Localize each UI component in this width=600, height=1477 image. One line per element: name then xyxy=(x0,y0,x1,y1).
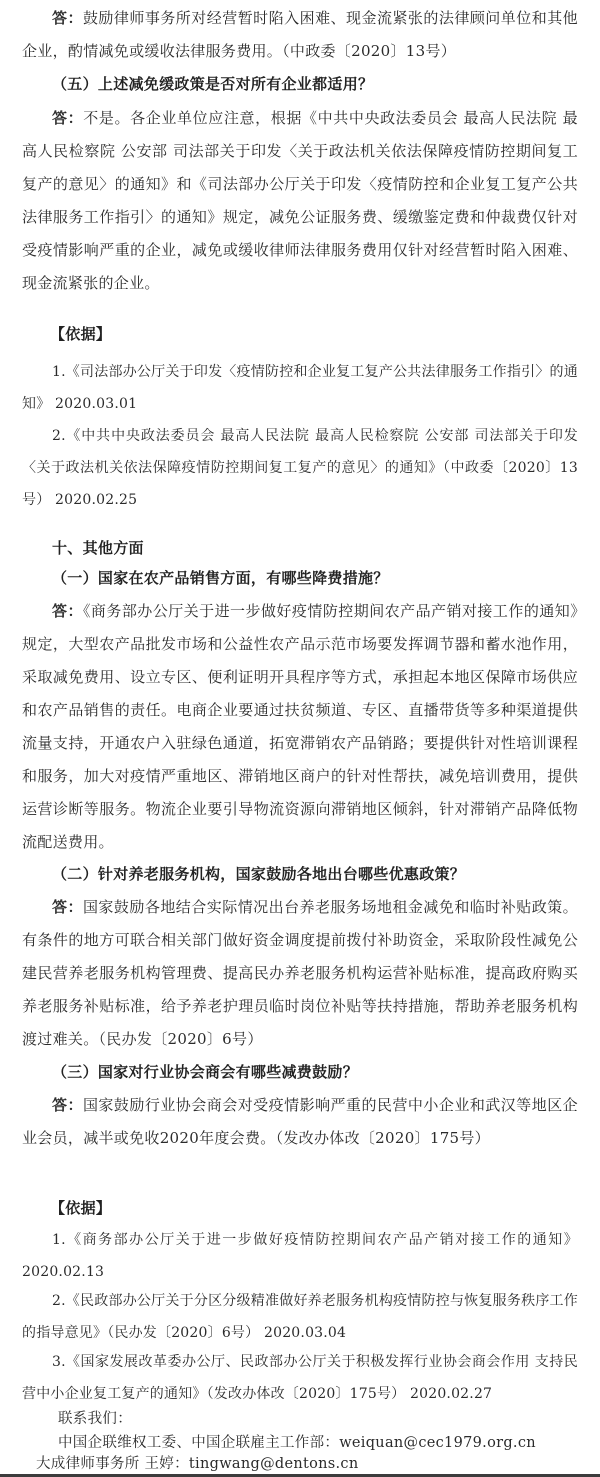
answer-paragraph-elderly-care xyxy=(22,891,578,1056)
answer-paragraph-agriculture xyxy=(22,595,578,859)
section-10-question-3: （三）国家对行业协会商会有哪些减费鼓励？ xyxy=(52,1063,359,1081)
answer-text: 鼓励律师事务所对经营暂时陷入困难、现金流紧张的法律顾问单位和其他企业，酌情减免或缓收法律服务费用。（中政委〔2020〕13号） xyxy=(22,9,578,60)
answer-text: 不是。各企业单位应注意，根据《中共中央政法委员会 最高人民法院 最高人民检察院 公安部 司法部关于印发〈关于政法机关依法保障疫情防控期间复工复产的意见〉的通知》和《司法部办公厅关于印发〈疫情防控和企业复工复产公共法律服务工作指引〉的通知》规定，减免公证服务费、缓缴鉴定费和仲裁费仅针对受疫情影响严重的企业，减免或缓收律师法律服务费用仅针对经营暂时陷入困难、现金流紧张的企业。 xyxy=(22,109,578,292)
basis-2-ref-1: 1.《商务部办公厅关于进一步做好疫情防控期间农产品产销对接工作的通知》 2020.02.13 xyxy=(22,1232,578,1280)
answer-text: 《商务部办公厅关于进一步做好疫情防控期间农产品产销对接工作的通知》规定，大型农产品批发市场和公益性农产品示范市场要发挥调节器和蓄水池作用，采取减免费用、设立专区、便利证明开具程序等方式，承担起本地区保障市场供应和农产品销售的责任。电商企业要通过扶贫频道、专区、直播带货等多种渠道提供流量支持，开通农户入驻绿色通道，拓宽滞销农产品销路；要提供针对性培训课程和服务，加大对疫情严重地区、滞销地区商户的针对性帮扶，减免培训费用，提供运营诊断等服务。物流企业要引导物流资源向滞销地区倾斜，针对滞销产品降低物流配送费用。 xyxy=(22,602,579,851)
question-5-heading: （五）上述减免缓政策是否对所有企业都适用？ xyxy=(52,75,374,93)
basis-1-ref-2: 2.《中共中央政法委员会 最高人民法院 最高人民检察院 公安部 司法部关于印发〈关于政法机关依法保障疫情防控期间复工复产的意见〉的通知》（中政委〔2020〕13号） 2020.02.25 xyxy=(22,428,578,508)
section-10-heading: 十、其他方面 xyxy=(52,539,144,557)
contact-title: 联系我们： xyxy=(58,1411,132,1427)
contact-line-dentons: 大成律师事务所 王婷：tingwang@dentons.cn xyxy=(36,1456,359,1472)
answer-label: 答： xyxy=(52,602,83,620)
answer-text: 国家鼓励行业协会商会对受疫情影响严重的民营中小企业和武汉等地区企业会员，减半或免收2020年度会费。（发改办体改〔2020〕175号） xyxy=(22,1096,578,1147)
answer-label: 答： xyxy=(52,9,83,27)
basis-heading-1: 【依据】 xyxy=(50,325,112,343)
basis-heading-2: 【依据】 xyxy=(50,1199,112,1217)
basis-1-ref-1: 1.《司法部办公厅关于印发〈疫情防控和企业复工复产公共法律服务工作指引〉的通知》 2020.03.01 xyxy=(22,364,578,412)
answer-label: 答： xyxy=(52,898,83,916)
basis-2-ref-3: 3.《国家发展改革委办公厅、民政部办公厅关于积极发挥行业协会商会作用 支持民营中小企业复工复产的通知》（发改办体改〔2020〕175号） 2020.02.27 xyxy=(22,1354,578,1402)
answer-paragraph-associations xyxy=(22,1089,578,1155)
answer-label: 答： xyxy=(52,1096,83,1114)
answer-label: 答： xyxy=(52,109,84,127)
answer-paragraph-legal-fees xyxy=(22,2,578,68)
contact-line-cec: 中国企联维权工委、中国企联雇主工作部：weiquan@cec1979.org.cn xyxy=(58,1435,536,1451)
answer-text: 国家鼓励各地结合实际情况出台养老服务场地租金减免和临时补贴政策。有条件的地方可联合相关部门做好资金调度提前拨付补助资金，采取阶段性减免公建民营养老服务机构管理费、提高民办养老服务机构运营补贴标准，提高政府购买养老服务补贴标准，给予养老护理员临时岗位补贴等扶持措施，帮助养老服务机构渡过难关。（民办发〔2020〕6号） xyxy=(22,898,578,1048)
section-10-question-2: （二）针对养老服务机构，国家鼓励各地出台哪些优惠政策？ xyxy=(52,865,466,883)
section-10-question-1: （一）国家在农产品销售方面，有哪些降费措施？ xyxy=(52,569,389,587)
basis-2-ref-2: 2.《民政部办公厅关于分区分级精准做好养老服务机构疫情防控与恢复服务秩序工作的指导意见》（民办发〔2020〕6号） 2020.03.04 xyxy=(22,1293,578,1341)
answer-paragraph-applicability xyxy=(22,102,578,300)
